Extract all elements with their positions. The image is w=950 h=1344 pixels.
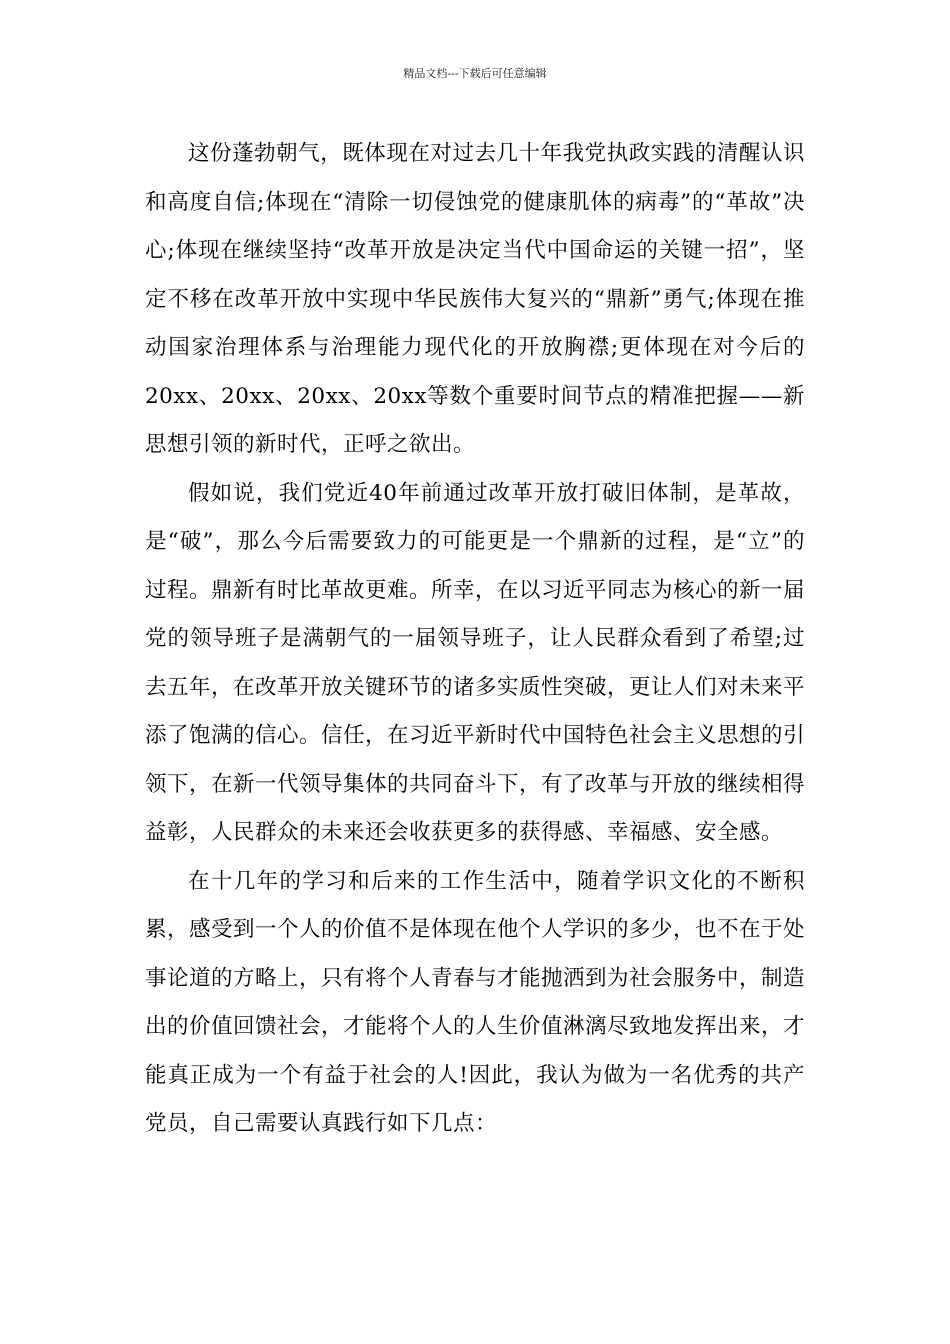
paragraph-1: 这份蓬勃朝气，既体现在对过去几十年我党执政实践的清醒认识和高度自信;体现在“清除一切侵蚀党的健康肌体的病毒”的“革故”决心;体现在继续坚持“改革开放是决定当代中国命运的关键一招”，坚定不移在改革开放中实现中华民族伟大复兴的“鼎新”勇气;体现在推动国家治理体系与治理能力现代化的开放胸襟;更体现在对今后的20xx、20xx、20xx、20xx等数个重要时间节点的精准把握——新思想引领的新时代，正呼之欲出。 <box>145 141 805 457</box>
document-body <box>145 130 805 1149</box>
paragraph-3: 在十几年的学习和后来的工作生活中，随着学识文化的不断积累，感受到一个人的价值不是体现在他个人学识的多少，也不在于处事论道的方略上，只有将个人青春与才能抛洒到为社会服务中，制造出的价值回馈社会，才能将个人的人生价值淋漓尽致地发挥出来，才能真正成为一个有益于社会的人!因此，我认为做为一名优秀的共产党员，自己需要认真践行如下几点： <box>145 868 806 1136</box>
paragraph-2: 假如说，我们党近40年前通过改革开放打破旧体制，是革故，是“破”，那么今后需要致力的可能更是一个鼎新的过程，是“立”的过程。鼎新有时比革故更难。所幸，在以习近平同志为核心的新一届党的领导班子是满朝气的一届领导班子，让人民群众看到了希望;过去五年，在改革开放关键环节的诸多实质性突破，更让人们对未来平添了饱满的信心。信任，在习近平新时代中国特色社会主义思想的引领下，在新一代领导集体的共同奋斗下，有了改革与开放的继续相得益彰，人民群众的未来还会收获更多的获得感、幸福感、安全感。 <box>145 480 806 845</box>
page-header: 精品文档---下载后可任意编辑 <box>403 67 547 80</box>
